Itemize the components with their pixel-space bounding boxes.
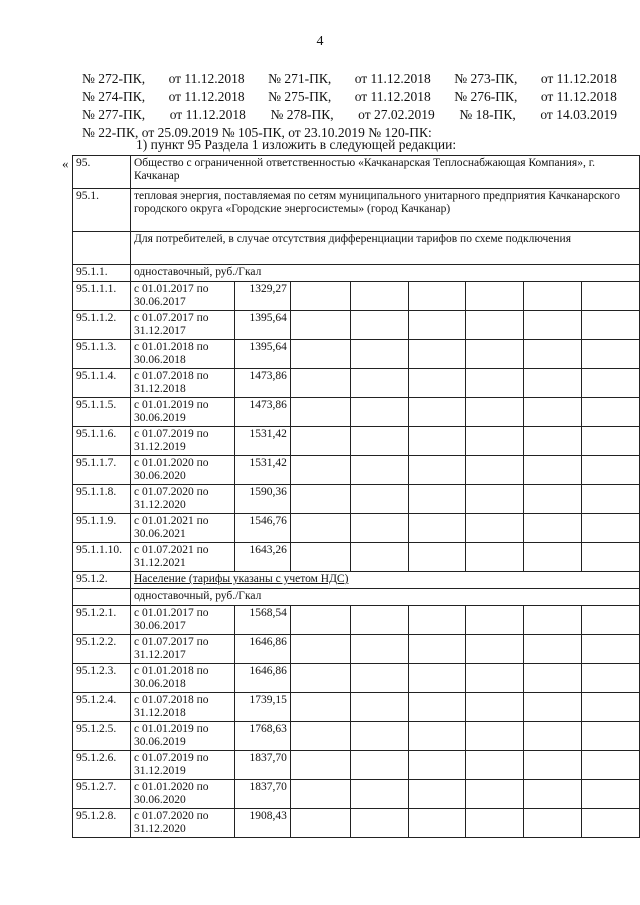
empty-cell [466,809,524,838]
empty-cell [582,340,640,369]
empty-cell [466,751,524,780]
row-number: 95.1.1.6. [73,427,131,456]
empty-cell [524,722,582,751]
empty-cell [350,722,408,751]
empty-cell [350,780,408,809]
row-number: 95.1. [73,189,131,232]
group-subheader-row [73,589,640,606]
empty-cell [582,780,640,809]
intro-token: от 14.03.2019 [540,107,617,122]
group-header-row [73,265,640,282]
empty-cell [466,427,524,456]
empty-cell [524,543,582,572]
empty-cell [524,751,582,780]
group-label: одноставочный, руб./Гкал [130,265,639,282]
empty-cell [350,635,408,664]
tariff-row [73,369,640,398]
period-cell: с 01.01.2019 по 30.06.2019 [130,398,234,427]
empty-cell [524,693,582,722]
tariff-row [73,282,640,311]
subsection-row [73,189,640,232]
row-number: 95.1.1.2. [73,311,131,340]
tariff-value: 1473,86 [234,398,290,427]
tariff-row [73,722,640,751]
empty-cell [408,340,466,369]
tariff-row [73,485,640,514]
empty-cell [290,664,350,693]
period-cell: с 01.07.2020 по 31.12.2020 [130,485,234,514]
period-cell: с 01.07.2017 по 31.12.2017 [130,311,234,340]
tariff-row [73,664,640,693]
row-number: 95.1.2.4. [73,693,131,722]
empty-cell [350,751,408,780]
empty-cell [290,311,350,340]
intro-line [82,70,617,88]
consumers-desc: Для потребителей, в случае отсутствия дифференциации тарифов по схеме подключения [130,232,639,265]
empty-cell [466,722,524,751]
empty-cell [582,514,640,543]
tariff-row [73,809,640,838]
empty-cell [582,369,640,398]
empty-cell [290,282,350,311]
group2-rows [73,606,640,838]
row-number: 95.1.1.7. [73,456,131,485]
empty-cell [466,635,524,664]
tariff-value: 1531,42 [234,456,290,485]
intro-token: от 11.12.2018 [168,71,245,86]
empty-cell [350,456,408,485]
intro-last-line: № 22-ПК, от 25.09.2019 № 105-ПК, от 23.10.2019 № 120-ПК: [82,125,432,140]
row-number: 95.1.1.8. [73,485,131,514]
tariff-row [73,340,640,369]
intro-token: от 11.12.2018 [540,71,617,86]
empty-cell [290,751,350,780]
period-cell: с 01.01.2020 по 30.06.2020 [130,780,234,809]
empty-cell [466,456,524,485]
tariff-value: 1473,86 [234,369,290,398]
period-cell: с 01.07.2019 по 31.12.2019 [130,751,234,780]
group-sublabel: одноставочный, руб./Гкал [130,589,639,606]
empty-cell [350,427,408,456]
empty-cell [350,543,408,572]
empty-cell [290,722,350,751]
empty-cell [290,340,350,369]
intro-token: от 27.02.2019 [358,107,435,122]
row-number: 95.1.2.5. [73,722,131,751]
tariff-value: 1837,70 [234,751,290,780]
empty-cell [408,485,466,514]
tariff-row [73,751,640,780]
intro-token: № 18-ПК, [459,107,516,122]
row-number: 95.1.1.5. [73,398,131,427]
empty-cell [350,369,408,398]
intro-token: № 271-ПК, [268,71,332,86]
row-number: 95.1.2.7. [73,780,131,809]
row-number: 95.1.2. [73,572,131,589]
empty-cell [524,514,582,543]
tariff-row [73,635,640,664]
intro-line [82,88,617,106]
row-number: 95. [73,156,131,189]
empty-cell [582,543,640,572]
org-name: Общество с ограниченной ответственностью «Качканарская Теплоснабжающая Компания», г. Качканар [130,156,639,189]
row-number: 95.1.1.10. [73,543,131,572]
empty-cell [524,635,582,664]
empty-cell [466,780,524,809]
empty-cell [290,780,350,809]
empty-cell [290,485,350,514]
empty-cell [290,369,350,398]
empty-cell [466,664,524,693]
empty-cell [408,664,466,693]
empty-cell [290,398,350,427]
empty-cell [582,693,640,722]
empty-cell [582,282,640,311]
intro-token: № 272-ПК, [82,71,146,86]
empty-cell [524,485,582,514]
empty-cell [582,635,640,664]
empty-cell [466,340,524,369]
period-cell: с 01.01.2017 по 30.06.2017 [130,282,234,311]
empty-cell [524,340,582,369]
period-cell: с 01.01.2018 по 30.06.2018 [130,664,234,693]
empty-cell [466,514,524,543]
empty-cell [290,606,350,635]
tariff-value: 1768,63 [234,722,290,751]
tariff-value: 1531,42 [234,427,290,456]
empty-cell [408,635,466,664]
empty-cell [524,606,582,635]
instruction-text: 1) пункт 95 Раздела 1 изложить в следующей редакции: [136,137,457,152]
empty-cell [350,398,408,427]
empty-cell [524,369,582,398]
row-number: 95.1.1.1. [73,282,131,311]
period-cell: с 01.01.2017 по 30.06.2017 [130,606,234,635]
empty-cell [524,427,582,456]
empty-cell [466,282,524,311]
intro-token: от 11.12.2018 [169,107,246,122]
intro-token: № 275-ПК, [268,89,332,104]
period-cell: с 01.01.2018 по 30.06.2018 [130,340,234,369]
empty-cell [290,809,350,838]
empty-cell [408,369,466,398]
empty-cell [582,722,640,751]
empty-cell [408,606,466,635]
empty-cell [582,311,640,340]
intro-paragraph [82,70,617,142]
empty-cell [582,456,640,485]
tariff-value: 1395,64 [234,311,290,340]
empty-cell [408,751,466,780]
empty-cell [466,485,524,514]
empty-cell [350,282,408,311]
period-cell: с 01.07.2018 по 31.12.2018 [130,693,234,722]
tariff-row [73,606,640,635]
empty-cell [350,340,408,369]
empty-cell [408,543,466,572]
period-cell: с 01.01.2019 по 30.06.2019 [130,722,234,751]
intro-token: от 11.12.2018 [354,71,431,86]
tariff-row [73,693,640,722]
group-header-row [73,572,640,589]
subsection-desc: тепловая энергия, поставляемая по сетям муниципального унитарного предприятия Качканарского городского округа «Городские энергосистемы» (город Качканар) [130,189,639,232]
tariff-value: 1646,86 [234,664,290,693]
empty-cell [524,398,582,427]
opening-quote: « [62,156,69,171]
group-label: Население (тарифы указаны с учетом НДС) [130,572,639,589]
tariff-table [72,155,640,838]
period-cell: с 01.07.2021 по 31.12.2021 [130,543,234,572]
tariff-row [73,456,640,485]
group1-rows [73,282,640,572]
empty-cell [290,427,350,456]
empty-cell [350,606,408,635]
empty-cell [524,282,582,311]
row-number: 95.1.2.3. [73,664,131,693]
tariff-row [73,780,640,809]
empty-cell [408,514,466,543]
empty-cell [350,664,408,693]
tariff-value: 1568,54 [234,606,290,635]
tariff-value: 1643,26 [234,543,290,572]
tariff-value: 1590,36 [234,485,290,514]
empty-cell [408,456,466,485]
empty-cell [290,456,350,485]
empty-cell [582,751,640,780]
tariff-value: 1546,76 [234,514,290,543]
empty-cell [524,311,582,340]
empty-cell [466,311,524,340]
empty-cell [408,398,466,427]
intro-line [82,106,617,124]
empty-cell [73,232,131,265]
period-cell: с 01.01.2021 по 30.06.2021 [130,514,234,543]
empty-cell [408,780,466,809]
intro-token: от 11.12.2018 [354,89,431,104]
empty-cell [408,809,466,838]
empty-cell [408,722,466,751]
tariff-row [73,514,640,543]
empty-cell [350,485,408,514]
empty-cell [350,514,408,543]
tariff-value: 1739,15 [234,693,290,722]
tariff-row [73,311,640,340]
empty-cell [408,427,466,456]
tariff-row [73,398,640,427]
intro-token: № 274-ПК, [82,89,146,104]
empty-cell [290,514,350,543]
empty-cell [290,543,350,572]
intro-token: № 277-ПК, [82,107,146,122]
period-cell: с 01.01.2020 по 30.06.2020 [130,456,234,485]
empty-cell [408,311,466,340]
tariff-value: 1329,27 [234,282,290,311]
row-number: 95.1.1.9. [73,514,131,543]
org-row [73,156,640,189]
row-number: 95.1.1. [73,265,131,282]
empty-cell [582,664,640,693]
period-cell: с 01.07.2019 по 31.12.2019 [130,427,234,456]
intro-token: от 11.12.2018 [540,89,617,104]
row-number: 95.1.2.8. [73,809,131,838]
row-number: 95.1.2.1. [73,606,131,635]
consumers-row [73,232,640,265]
tariff-value: 1395,64 [234,340,290,369]
empty-cell [408,282,466,311]
empty-cell [582,606,640,635]
period-cell: с 01.07.2017 по 31.12.2017 [130,635,234,664]
tariff-row [73,427,640,456]
intro-token: № 278-ПК, [270,107,334,122]
tariff-value: 1837,70 [234,780,290,809]
empty-cell [350,311,408,340]
tariff-value: 1908,43 [234,809,290,838]
empty-cell [466,398,524,427]
intro-token: от 11.12.2018 [168,89,245,104]
intro-token: № 276-ПК, [454,89,518,104]
empty-cell [466,693,524,722]
period-cell: с 01.07.2020 по 31.12.2020 [130,809,234,838]
empty-cell [466,369,524,398]
empty-cell [524,664,582,693]
row-number: 95.1.2.6. [73,751,131,780]
row-number: 95.1.2.2. [73,635,131,664]
empty-cell [466,606,524,635]
empty-cell [524,780,582,809]
empty-cell [524,809,582,838]
empty-cell [290,635,350,664]
empty-cell [582,485,640,514]
tariff-row [73,543,640,572]
empty-cell [290,693,350,722]
period-cell: с 01.07.2018 по 31.12.2018 [130,369,234,398]
empty-cell [466,543,524,572]
row-number: 95.1.1.4. [73,369,131,398]
page-number: 4 [316,34,324,49]
empty-cell [582,809,640,838]
intro-token: № 273-ПК, [454,71,518,86]
row-number: 95.1.1.3. [73,340,131,369]
tariff-value: 1646,86 [234,635,290,664]
empty-cell [582,427,640,456]
empty-cell [350,693,408,722]
empty-cell [408,693,466,722]
empty-cell [524,456,582,485]
empty-cell [350,809,408,838]
empty-cell [582,398,640,427]
empty-cell [73,589,131,606]
